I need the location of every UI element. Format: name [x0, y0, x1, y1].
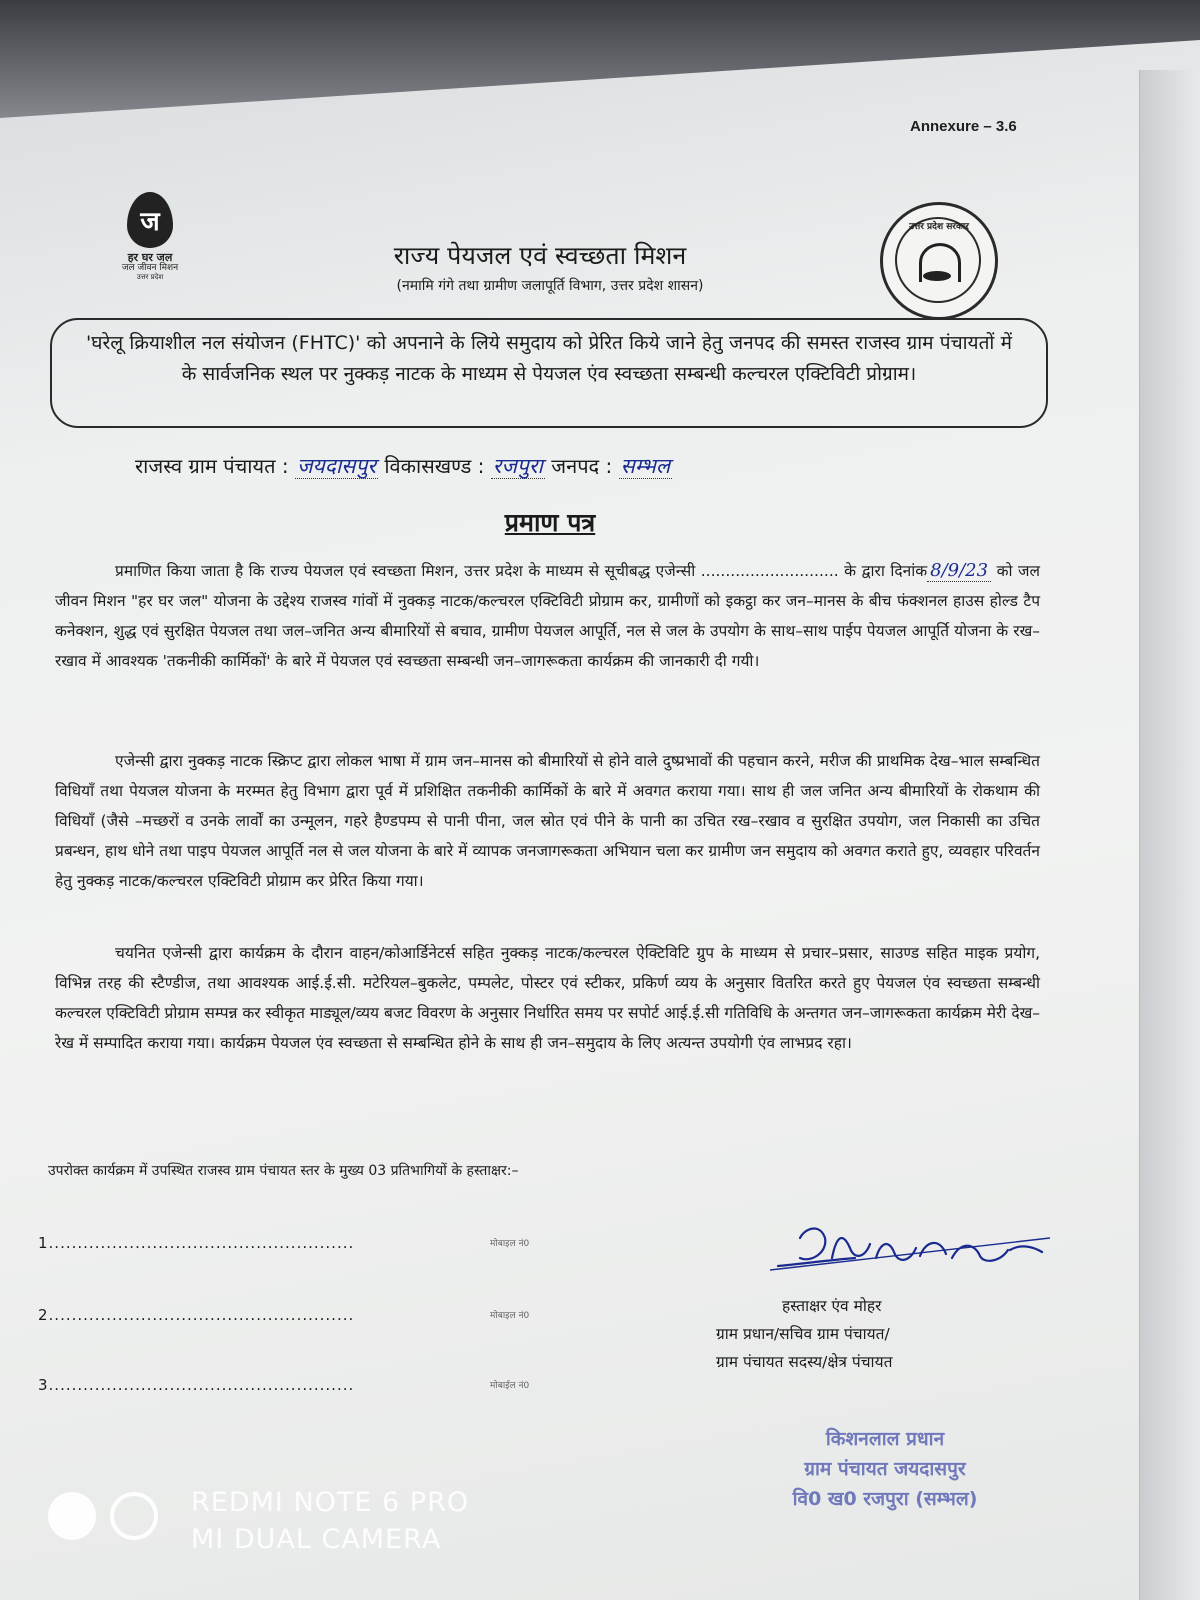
watermark-line-1: REDMI NOTE 6 PRO	[191, 1487, 470, 1518]
logo-line-2: जल जीवन मिशन	[121, 263, 179, 273]
stamp-line-1: किशनलाल प्रधान	[825, 1428, 945, 1450]
paragraph-1	[55, 556, 1040, 676]
up-government-emblem	[880, 202, 998, 320]
handwritten-signature	[770, 1208, 1050, 1278]
block-value: रजपुरा	[492, 454, 543, 478]
participants-signature-intro: उपरोक्त कार्यक्रम में उपस्थित राजस्व ग्राम पंचायत स्तर के मुख्य 03 प्रतिभागियों के हस्ताक्षर:–	[48, 1163, 519, 1179]
emblem-text: उत्तर प्रदेश सरकार	[909, 222, 969, 232]
certificate-title: प्रमाण पत्र	[504, 508, 596, 537]
pradhan-stamp	[765, 1424, 1005, 1514]
stamp-line-2: ग्राम पंचायत जयदासपुर	[804, 1458, 966, 1480]
mobile-label: मोबाईल नं0	[490, 1381, 530, 1391]
para1-before-date: प्रमाणित किया जाता है कि राज्य पेयजल एवं स्वच्छता मिशन, उत्तर प्रदेश के माध्यम से सूचीबद्ध एजेन्सी ............................ के द्वारा दिनांक	[115, 562, 928, 580]
gram-panchayat-value: जयदासपुर	[296, 454, 377, 478]
mobile-label: मोबाइल नं0	[490, 1311, 530, 1321]
stamp-line-3: वि0 ख0 रजपुरा (सम्भल)	[792, 1488, 978, 1510]
paragraph-2: एजेन्सी द्वारा नुक्कड़ नाटक स्क्रिप्ट द्वारा लोकल भाषा में ग्राम जन–मानस को बीमारियों से होने वाले दुष्प्रभावों की पहचान करने, मरीज की प्राथमिक देख–भाल सम्बन्धित विधियाँ तथा पेयजल योजना के मरम्मत हेतु विभाग द्वारा पूर्व में प्रशिक्षित तकनीकी कार्मिकों के बारे में अवगत कराया गया। साथ ही जल जनित अन्य बीमारियों के रोकथाम की विधियाँ (जैसे –मच्छरों व उनके लार्वों का उन्मूलन, गहरे हैण्डपम्प से पानी पीना, जल स्रोत एवं पीने के पानी का उचित रख–रखाव व सुरक्षित उपयोग, जल निकासी का उचित प्रबन्धन, हाथ धोने तथा पाइप पेयजल आपूर्ति नल से जल योजना के बारे में व्यापक जनजागरूकता अभियान चला कर ग्रामीण जन समुदाय को अवगत कराते हुए, व्यवहार परिवर्तन हेतु नुक्कड़ नाटक/कल्चरल एक्टिविटी प्रोग्राम कर प्रेरित किया गया।	[55, 752, 1040, 890]
paragraph-3: चयनित एजेन्सी द्वारा कार्यक्रम के दौरान वाहन/कोआर्डिनेटर्स सहित नुक्कड़ नाटक/कल्चरल ऐक्टिविटि ग्रुप के माध्यम से प्रचार–प्रसार, साउण्ड सहित माइक प्रयोग, विभिन्न तरह की स्टैण्डीज, तथा आवश्यक आई.ई.सी. मटेरियल–बुकलेट, पम्पलेट, पोस्टर एवं स्टीकर, प्रकिर्ण व्यय के अनुसार वितरित करते हुए पेयजल एंव स्वच्छता सम्बन्धी कल्चरल एक्टिविटी प्रोग्राम सम्पन्न कर स्वीकृत माड्यूल/व्यय बजट विवरण के अनुसार निर्धारित समय पर सपोर्ट आई.ई.सी गतिविधि के अन्तगत जन–जागरूकता कार्यक्रम मेरी देख–रेख में सम्पादित कराया गया। कार्यक्रम पेयजल एंव स्वच्छता से सम्बन्धित होने के साथ ही जन–समुदाय के लिए अत्यन्त उपयोगी एंव लाभप्रद रहा।	[55, 944, 1040, 1052]
para1-after-date: को जल जीवन मिशन "हर घर जल" योजना के उद्देश्य राजस्व गांवों में नुक्कड़ नाटक/कल्चरल एक्टिविटी प्रोग्राम कर, ग्रामीणों को इकट्ठा कर जन–मानस के बीच फंक्शनल हाउस होल्ड टैप कनेक्शन, शुद्ध एवं सुरक्षित पेयजल तथा जल–जनित अन्य बीमारियों से बचाव, ग्रामीण पेयजल आपूर्ति, नल से जल के उपयोग के साथ–साथ पाईप पेयजल आपूर्ति योजना के रख–रखाव में आवश्यक 'तकनीकी कार्मिकों' के बारे में पेयजल एवं स्वच्छता सम्बन्धी जन–जागरूकता कार्यक्रम की जानकारी दी गयी।	[55, 562, 1040, 670]
logo-line-1: हर घर जल	[127, 251, 173, 264]
participant-signature-line-1	[38, 1234, 530, 1252]
participant-signature-line-3	[38, 1376, 530, 1394]
district-value: सम्भल	[620, 454, 671, 478]
gram-panchayat-label: राजस्व ग्राम पंचायत :	[135, 454, 289, 478]
filled-circle-icon	[48, 1492, 96, 1540]
water-drop-icon: ज	[127, 192, 173, 248]
har-ghar-jal-logo	[100, 192, 200, 281]
signature-line-label: 1.....................................................	[38, 1234, 355, 1252]
pradhan-secretary-label: ग्राम प्रधान/सचिव ग्राम पंचायत/	[716, 1325, 890, 1343]
panchayat-info-line	[135, 452, 1035, 480]
header-title: राज्य पेयजल एवं स्वच्छता मिशन	[393, 241, 687, 270]
annexure-label: Annexure – 3.6	[910, 118, 1017, 135]
panchayat-member-label: ग्राम पंचायत सदस्य/क्षेत्र पंचायत	[716, 1353, 893, 1371]
ring-circle-icon	[110, 1492, 158, 1540]
program-title-box: 'घरेलू क्रियाशील नल संयोजन (FHTC)' को अपनाने के लिये समुदाय को प्रेरित किये जाने हेतु जनपद की समस्त राजस्व ग्राम पंचायतों में के सार्वजनिक स्थल पर नुक्कड़ नाटक के माध्यम से पेयजल एंव स्वच्छता सम्बन्धी कल्चरल एक्टिविटी प्रोग्राम।	[50, 318, 1048, 428]
fish-icon	[923, 271, 951, 281]
signature-line-label: 3.....................................................	[38, 1376, 355, 1394]
participant-signature-line-2	[38, 1306, 530, 1324]
page-edge	[1139, 70, 1200, 1600]
watermark-line-2: MI DUAL CAMERA	[191, 1524, 442, 1555]
mobile-label: मोबाइल नं0	[490, 1239, 530, 1249]
signature-line-label: 2.....................................................	[38, 1306, 355, 1324]
district-label: जनपद :	[551, 454, 613, 478]
program-date: 8/9/23	[927, 560, 991, 582]
block-label: विकासखण्ड :	[384, 454, 485, 478]
logo-line-3: उत्तर प्रदेश	[136, 273, 164, 281]
signer-designation	[716, 1292, 1016, 1376]
header-subtitle: (नमामि गंगे तथा ग्रामीण जलापूर्ति विभाग, उत्तर प्रदेश शासन)	[396, 278, 704, 294]
signature-seal-label: हस्ताक्षर एंव मोहर	[782, 1297, 882, 1315]
camera-watermark-text	[191, 1484, 469, 1558]
